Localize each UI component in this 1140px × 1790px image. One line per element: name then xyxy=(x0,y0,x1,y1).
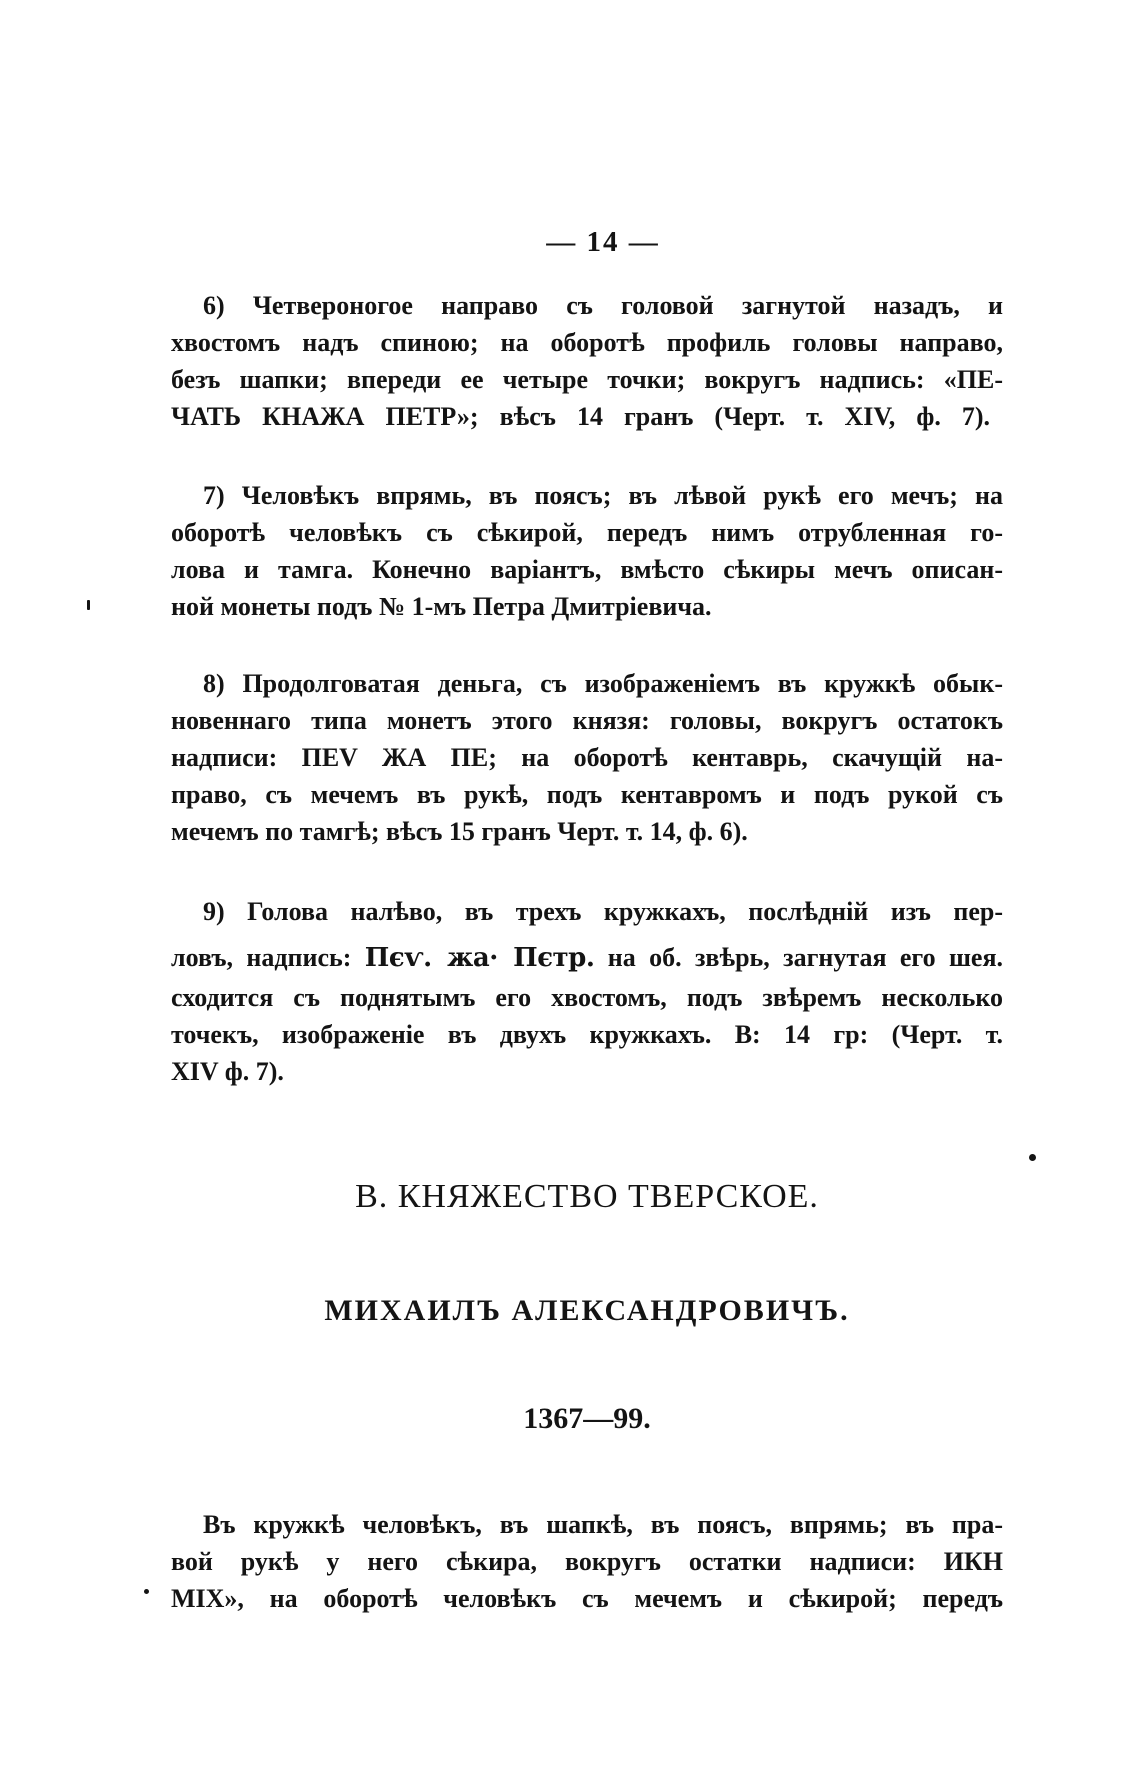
page-number: — 14 — xyxy=(546,226,660,258)
entry-8 xyxy=(171,665,1003,850)
text-line: вой рукѣ у него сѣкира, вокругъ остатки надписи: ИКН xyxy=(171,1547,1003,1576)
entry-9 xyxy=(171,893,1003,1090)
ruler-heading: МИХАИЛЪ АЛЕКСАНДРОВИЧЪ. xyxy=(324,1294,850,1327)
text-segment: на об. звѣрь, загнутая его шея. xyxy=(607,943,1003,972)
text-line: надписи: ПЕV ЖА ПЕ; на оборотѣ кентаврь, скачущій на- xyxy=(171,743,1003,772)
entry-7 xyxy=(171,477,1003,625)
text-line: ной монеты подъ № 1-мъ Петра Дмитріевича. xyxy=(171,592,712,621)
text-line: 9) Голова налѣво, въ трехъ кружкахъ, послѣдній изъ пер- xyxy=(203,897,1003,926)
coin-inscription: Пєѵ. жа· Пєтр. xyxy=(364,943,595,973)
text-segment: ловъ, надпись: xyxy=(171,943,352,972)
scan-speck xyxy=(144,1589,149,1594)
text-line: 8) Продолговатая деньга, съ изображеніемъ въ кружкѣ обык- xyxy=(203,669,1003,698)
text-line: безъ шапки; впереди ее четыре точки; вокругъ надпись: «ПЕ- xyxy=(171,365,1003,394)
reign-years: 1367—99. xyxy=(523,1402,651,1435)
text-line: лова и тамга. Конечно варіантъ, вмѣсто сѣкиры мечъ описан- xyxy=(171,555,1003,584)
text-line: XIV ф. 7). xyxy=(171,1057,284,1086)
text-line: оборотѣ человѣкъ съ сѣкирой, передъ нимъ отрубленная го- xyxy=(171,518,1003,547)
section-paragraph xyxy=(171,1506,1003,1617)
text-line: хвостомъ надъ спиною; на оборотѣ профиль головы направо, xyxy=(171,328,1003,357)
scan-speck xyxy=(1029,1154,1036,1161)
text-line: ЧАТЬ КНАЖА ПЕТР»; вѣсъ 14 гранъ (Черт. т. XIV, ф. 7). xyxy=(171,402,990,431)
text-line: сходится съ поднятымъ его хвостомъ, подъ звѣремъ несколько xyxy=(171,983,1003,1012)
text-line: 6) Четвероногое направо съ головой загнутой назадъ, и xyxy=(203,291,1003,320)
section-heading: В. КНЯЖЕСТВО ТВЕРСКОЕ. xyxy=(355,1178,819,1215)
text-line: МIХ», на оборотѣ человѣкъ съ мечемъ и сѣкирой; передъ xyxy=(171,1584,1003,1613)
entry-6 xyxy=(171,287,1003,435)
scan-speck xyxy=(87,600,90,610)
text-line: точекъ, изображеніе въ двухъ кружкахъ. В: 14 гр: (Черт. т. xyxy=(171,1020,1003,1049)
text-line: новеннаго типа монетъ этого князя: головы, вокругъ остатокъ xyxy=(171,706,1003,735)
text-line: Въ кружкѣ человѣкъ, въ шапкѣ, въ поясъ, впрямь; въ пра- xyxy=(203,1510,1003,1539)
text-line: мечемъ по тамгѣ; вѣсъ 15 гранъ Черт. т. 14, ф. 6). xyxy=(171,817,748,846)
text-line: 7) Человѣкъ впрямь, въ поясъ; въ лѣвой рукѣ его мечъ; на xyxy=(203,481,1003,510)
text-line xyxy=(171,937,1003,979)
text-line: право, съ мечемъ въ рукѣ, подъ кентавромъ и подъ рукой съ xyxy=(171,780,1003,809)
